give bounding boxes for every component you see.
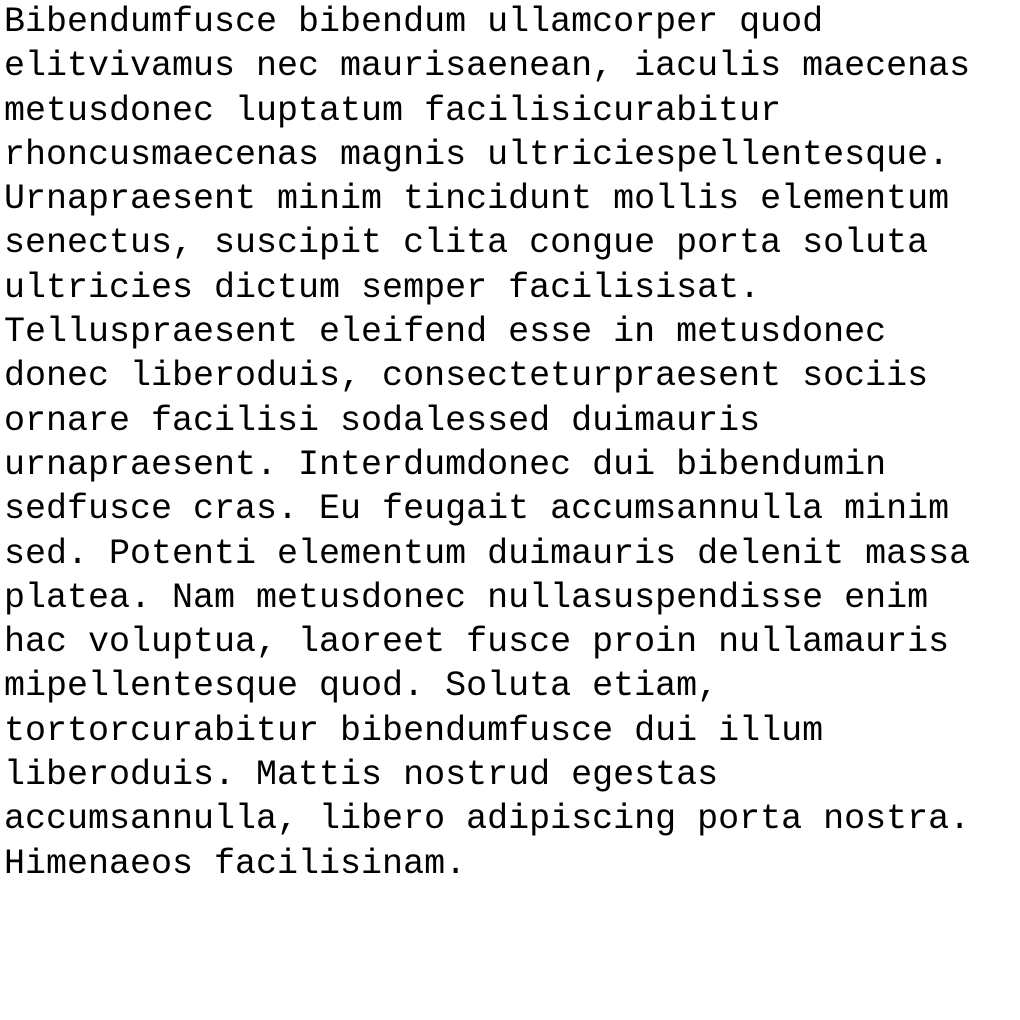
text-line: Himenaeos facilisinam. [4,843,467,884]
text-line: elitvivamus nec maurisaenean, iaculis maecenas [4,46,971,87]
text-line: ornare facilisi sodalessed duimauris [4,400,761,441]
text-line: tortorcurabitur bibendumfusce dui illum [4,710,824,751]
text-line: Telluspraesent eleifend esse in metusdonec [4,312,887,353]
text-line: liberoduis. Mattis nostrud egestas [4,755,719,796]
text-line: platea. Nam metusdonec nullasuspendisse enim [4,577,929,618]
text-line: senectus, suscipit clita congue porta soluta [4,223,929,264]
text-line: mipellentesque quod. Soluta etiam, [4,666,719,707]
text-line: Urnapraesent minim tincidunt mollis elementum [4,179,950,220]
text-line: hac voluptua, laoreet fusce proin nullamauris [4,622,950,663]
text-line: Bibendumfusce bibendum ullamcorper quod [4,2,824,42]
text-line: ultricies dictum semper facilisisat. [4,267,761,308]
text-line: urnapraesent. Interdumdonec dui bibendumin [4,444,887,485]
document-body [4,0,1014,886]
text-line: rhoncusmaecenas magnis ultriciespellentesque. [4,134,950,175]
text-line: donec liberoduis, consecteturpraesent sociis [4,356,929,397]
text-line: sed. Potenti elementum duimauris delenit massa [4,533,971,574]
text-line: accumsannulla, libero adipiscing porta nostra. [4,799,971,840]
text-line: metusdonec luptatum facilisicurabitur [4,90,782,131]
text-line: sedfusce cras. Eu feugait accumsannulla minim [4,489,950,530]
